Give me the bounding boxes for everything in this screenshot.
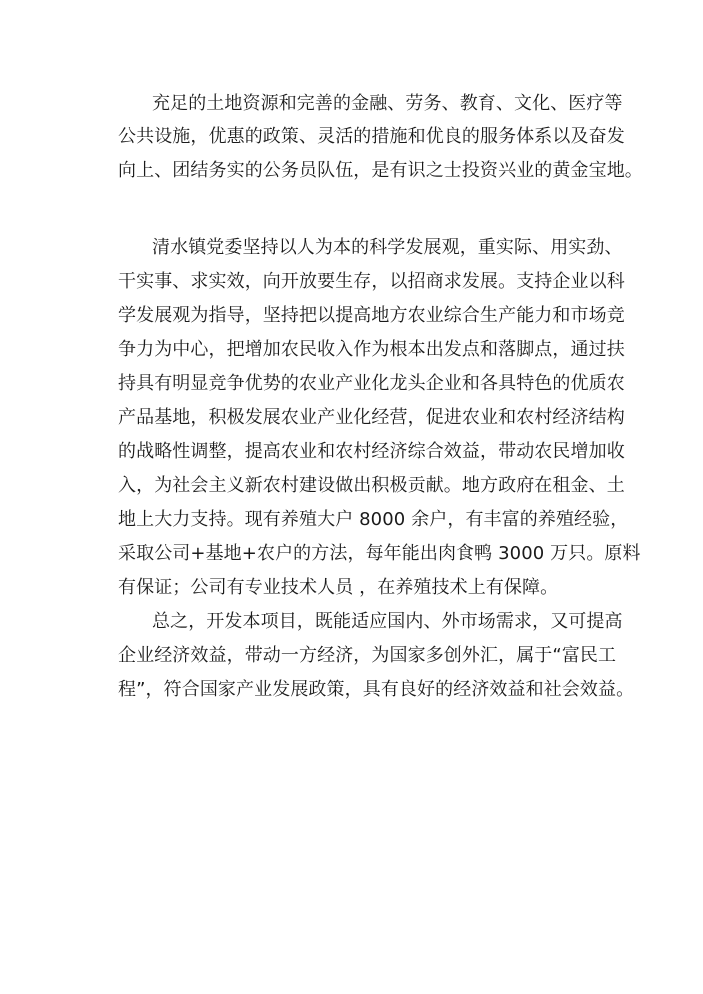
text-line: 持具有明显竞争优势的农业产业化龙头企业和各具特色的优质农 — [118, 373, 625, 394]
text-line: 的战略性调整，提高农业和农村经济综合效益，带动农民增加收 — [118, 441, 625, 462]
text-line: 公共设施，优惠的政策、灵活的措施和优良的服务体系以及奋发 — [118, 126, 625, 147]
text-line: 产品基地，积极发展农业产业化经营，促进农业和农村经济结构 — [118, 407, 625, 428]
text-line: 争力为中心，把增加农民收入作为根本出发点和落脚点，通过扶 — [118, 339, 625, 360]
text-line: 地上大力支持。现有养殖大户 8000 余户，有丰富的养殖经验， — [118, 509, 629, 530]
text-line: 干实事、求实效，向开放要生存，以招商求发展。支持企业以科 — [118, 271, 625, 292]
text-line: 企业经济效益，带动一方经济，为国家多创外汇，属于“富民工 — [118, 645, 617, 666]
text-line: 采取公司+基地+农户的方法，每年能出肉食鸭 3000 万只。原料 — [118, 543, 641, 564]
text-line: 充足的土地资源和完善的金融、劳务、教育、文化、医疗等 — [152, 93, 623, 114]
text-line: 有保证；公司有专业技术人员 ，在养殖技术上有保障。 — [118, 577, 559, 598]
text-line: 程”，符合国家产业发展政策，具有良好的经济效益和社会效益。 — [118, 679, 635, 700]
text-line: 向上、团结务实的公务员队伍，是有识之士投资兴业的黄金宝地。 — [118, 160, 643, 181]
text-line: 总之，开发本项目，既能适应国内、外市场需求，又可提高 — [152, 611, 623, 632]
text-line: 入，为社会主义新农村建设做出积极贡献。地方政府在租金、土 — [118, 475, 625, 496]
text-line: 学发展观为指导，坚持把以提高地方农业综合生产能力和市场竞 — [118, 305, 625, 326]
text-line: 清水镇党委坚持以人为本的科学发展观，重实际、用实劲、 — [152, 237, 623, 258]
